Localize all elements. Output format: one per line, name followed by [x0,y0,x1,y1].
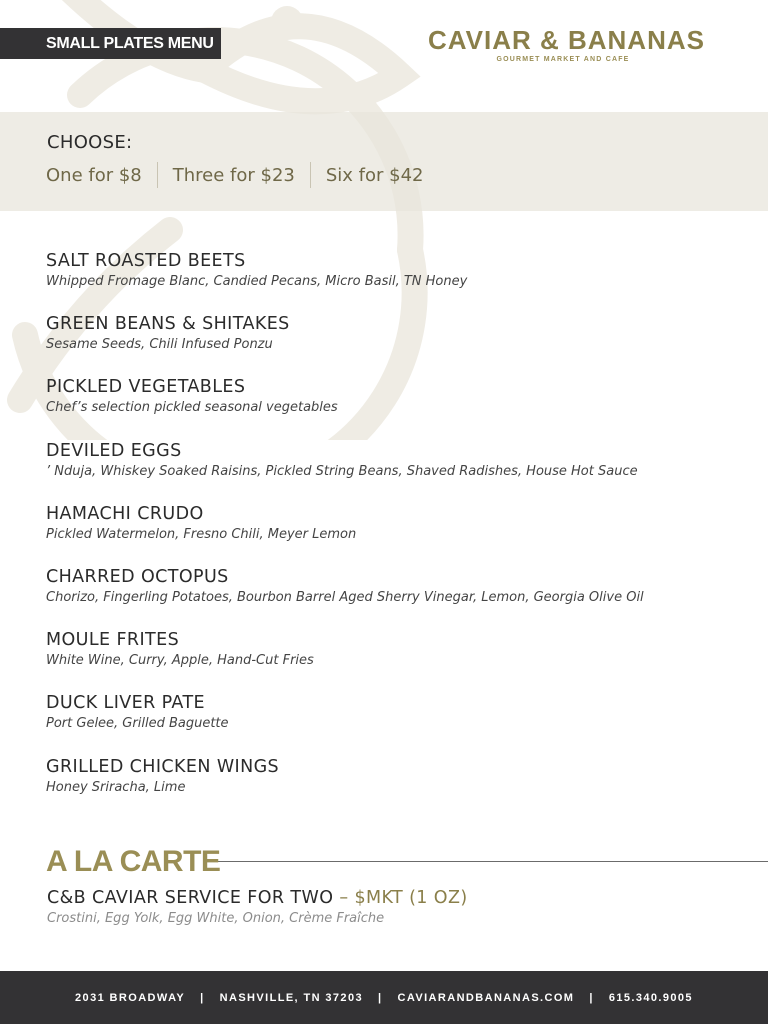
menu-item [46,503,746,566]
caviar-service-item [47,888,468,908]
menu-item-name: MOULE FRITES [46,630,180,651]
footer-separator: | [200,991,205,1004]
pricing-divider [157,162,158,188]
a-la-carte-heading: A LA CARTE [46,845,221,878]
menu-item-description: Pickled Watermelon, Fresno Chili, Meyer Lemon [46,526,357,542]
menu-item-name: SALT ROASTED BEETS [46,251,246,271]
footer-bar [0,971,768,1024]
menu-item [46,440,746,503]
menu-item-name: DUCK LIVER PATE [46,693,205,714]
footer-separator: | [377,991,383,1004]
menu-item [46,692,746,755]
menu-item [46,250,746,313]
caviar-service-description: Crostini, Egg Yolk, Egg White, Onion, Crème Fraîche [47,911,385,926]
menu-item-description: Whipped Fromage Blanc, Candied Pecans, Micro Basil, TN Honey [46,274,468,289]
menu-item-description: Chef’s selection pickled seasonal vegetables [46,400,338,416]
menu-item [46,566,746,629]
pricing-option-six: Six for $42 [325,164,424,186]
menu-item-description: White Wine, Curry, Apple, Hand-Cut Fries [46,653,314,669]
caviar-service-name: C&B CAVIAR SERVICE FOR TWO [47,888,334,908]
pricing-option-one: One for $8 [46,164,142,186]
choose-label: CHOOSE: [47,132,133,153]
footer-separator: | [589,991,594,1004]
footer-address: 2031 BROADWAY [75,991,186,1004]
menu-list [46,250,746,819]
menu-item-name: GREEN BEANS & SHITAKES [46,314,290,335]
menu-item [46,756,746,819]
menu-item [46,313,746,376]
menu-item-description: Sesame Seeds, Chili Infused Ponzu [46,337,273,353]
menu-item-name: DEVILED EGGS [46,440,182,461]
caviar-service-price: – $MKT (1 OZ) [333,888,468,908]
menu-item [46,629,746,692]
menu-item [46,376,746,439]
menu-item-description: Honey Sriracha, Lime [46,779,186,795]
brand-logo [428,25,705,63]
footer-website: CAVIARANDBANANAS.COM [397,991,575,1004]
pricing-band [0,112,768,211]
menu-item-description: Port Gelee, Grilled Baguette [46,716,229,732]
brand-tagline: GOURMET MARKET AND CAFE [496,56,630,63]
menu-item-description: Chorizo, Fingerling Potatoes, Bourbon Barrel Aged Sherry Vinegar, Lemon, Georgia Olive Oil [46,589,644,605]
pricing-divider [310,162,311,188]
menu-item-name: HAMACHI CRUDO [46,503,204,524]
pricing-options [46,162,424,188]
menu-item-name: GRILLED CHICKEN WINGS [46,756,280,777]
a-la-carte-divider [212,861,768,862]
menu-item-name: CHARRED OCTOPUS [46,566,229,587]
footer-phone: 615.340.9005 [608,991,693,1004]
section-tag: SMALL PLATES MENU [0,28,221,59]
menu-item-description: ’ Nduja, Whiskey Soaked Raisins, Pickled String Beans, Shaved Radishes, House Hot Sauce [46,463,638,479]
menu-item-name: PICKLED VEGETABLES [46,377,246,398]
footer-city: NASHVILLE, TN 37203 [219,991,363,1004]
pricing-option-three: Three for $23 [172,164,295,186]
brand-name: CAVIAR & BANANAS [428,25,705,55]
